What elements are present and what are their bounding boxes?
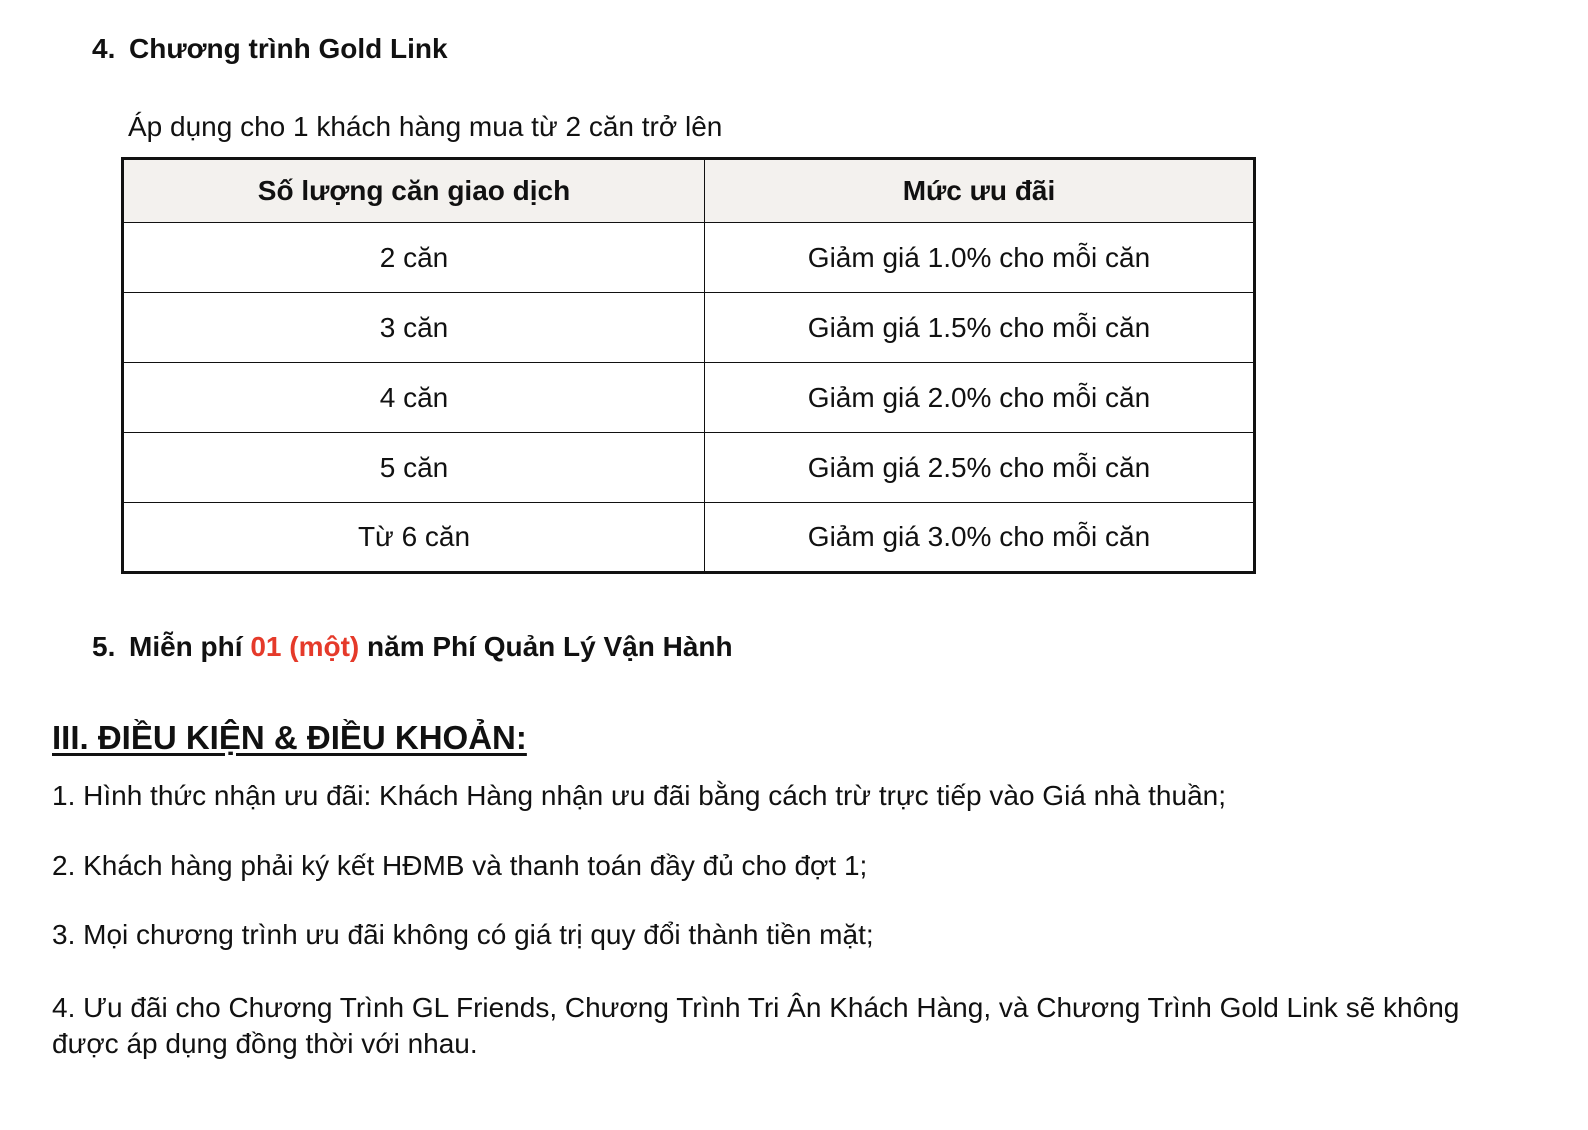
section-4-heading [92, 33, 448, 65]
term-item: 4. Ưu đãi cho Chương Trình GL Friends, Chương Trình Tri Ân Khách Hàng, và Chương Trình Gold Link sẽ không được áp dụng đồng thời với nhau. [52, 992, 1460, 1059]
header-discount: Mức ưu đãi [705, 159, 1255, 223]
gold-link-discount-table [121, 157, 1256, 574]
cell-quantity: 4 căn [123, 363, 705, 433]
section-5-highlight: 01 (một) [250, 631, 360, 662]
table-header-row [123, 159, 1255, 223]
table-row [123, 503, 1255, 573]
section-4-number: 4. [92, 33, 116, 64]
cell-discount: Giảm giá 2.5% cho mỗi căn [705, 433, 1255, 503]
cell-quantity: Từ 6 căn [123, 503, 705, 573]
term-item: 1. Hình thức nhận ưu đãi: Khách Hàng nhận ưu đãi bằng cách trừ trực tiếp vào Giá nhà thuần; [52, 780, 1227, 811]
cell-quantity: 3 căn [123, 293, 705, 363]
section-5-suffix: năm Phí Quản Lý Vận Hành [359, 631, 733, 662]
section-4-title: Chương trình Gold Link [129, 33, 448, 64]
header-quantity: Số lượng căn giao dịch [123, 159, 705, 223]
terms-section-title: III. ĐIỀU KIỆN & ĐIỀU KHOẢN: [52, 719, 527, 756]
cell-quantity: 5 căn [123, 433, 705, 503]
table-row [123, 293, 1255, 363]
table-row [123, 433, 1255, 503]
cell-discount: Giảm giá 1.0% cho mỗi căn [705, 223, 1255, 293]
term-item: 2. Khách hàng phải ký kết HĐMB và thanh toán đầy đủ cho đợt 1; [52, 850, 868, 881]
section-5-number: 5. [92, 631, 116, 662]
cell-quantity: 2 căn [123, 223, 705, 293]
cell-discount: Giảm giá 1.5% cho mỗi căn [705, 293, 1255, 363]
section-5-heading [92, 631, 733, 663]
term-item: 3. Mọi chương trình ưu đãi không có giá trị quy đổi thành tiền mặt; [52, 919, 874, 950]
section-4-intro: Áp dụng cho 1 khách hàng mua từ 2 căn trở lên [128, 111, 723, 142]
section-5-prefix: Miễn phí [129, 631, 251, 662]
table-row [123, 223, 1255, 293]
table-row [123, 363, 1255, 433]
cell-discount: Giảm giá 2.0% cho mỗi căn [705, 363, 1255, 433]
cell-discount: Giảm giá 3.0% cho mỗi căn [705, 503, 1255, 573]
